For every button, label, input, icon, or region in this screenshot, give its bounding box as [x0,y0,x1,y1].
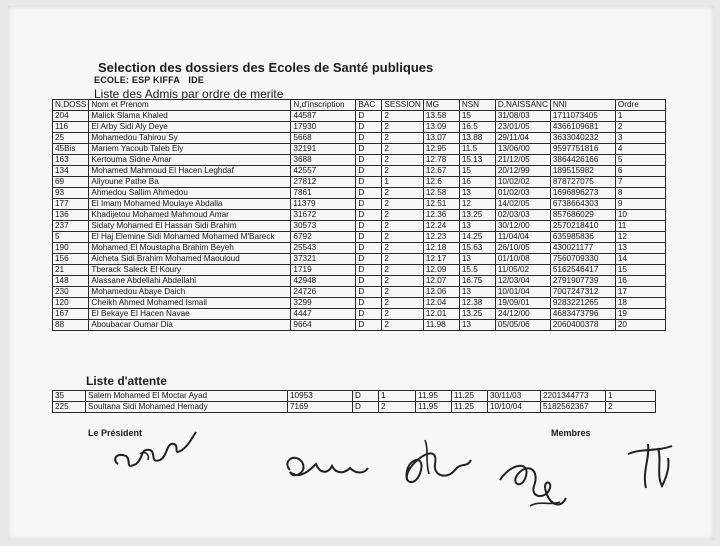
table-cell: 18 [615,298,665,309]
table-cell: 05/05/06 [495,320,550,331]
table-cell: 27812 [291,177,356,188]
table-cell: D [356,254,382,265]
table-cell: 1711073405 [550,111,615,122]
table-cell: 12.23 [423,232,459,243]
table-cell: 2 [379,402,416,413]
table-cell: 1696896273 [550,188,615,199]
table-cell: 4447 [291,309,356,320]
table-cell: Aliyoune Pathe Ba [89,177,291,188]
table-cell: D [356,166,382,177]
table-cell: 163 [53,155,89,166]
table-cell: 2 [382,144,423,155]
table-cell: Mohamedou Tahirou Sy [89,133,291,144]
table-cell: 225 [53,402,86,413]
table-cell: 2791907739 [550,276,615,287]
table-cell: 177 [53,199,89,210]
table-cell: 11/05/02 [495,265,550,276]
table-cell: 13 [459,254,495,265]
table-cell: D [356,287,382,298]
table-cell: 1 [615,111,665,122]
table-cell: 204 [53,111,89,122]
table-cell: El Haj Elemine Sidi Mohamed Mohamed M'Bareck [89,232,291,243]
table-cell: 13 [459,287,495,298]
table-cell: 13 [459,320,495,331]
table-cell: 01/02/03 [495,188,550,199]
table-row [53,221,666,232]
table-header-row [53,100,666,111]
admis-heading: Liste des Admis par ordre de merite [94,87,284,101]
table-row [53,320,666,331]
table-cell: 15 [615,265,665,276]
table-cell: Sidaty Mohamed El Hassan Sidi Brahim [89,221,291,232]
table-cell: 10/10/04 [488,402,541,413]
table-cell: 2201344773 [541,391,606,402]
table-cell: 148 [53,276,89,287]
table-cell: Aicheta Sidi Brahim Mohamed Maouloud [89,254,291,265]
table-cell: 2 [382,210,423,221]
table-cell: Salem Mohamed El Moctar Ayad [86,391,288,402]
table-row [53,177,666,188]
table-cell: 12.09 [423,265,459,276]
table-cell: 2 [606,402,656,413]
member-signature-3 [490,440,580,520]
table-cell: 15 [459,111,495,122]
table-cell: Mohamed El Moustapha Brahim Beyeh [89,243,291,254]
table-cell: 3299 [291,298,356,309]
table-cell: D [356,144,382,155]
table-cell: 5 [53,232,89,243]
table-cell: D [356,122,382,133]
table-cell: 189515982 [550,166,615,177]
table-cell: 9597751816 [550,144,615,155]
table-cell: Mohamedou Abaye Daich [89,287,291,298]
table-cell: 7 [615,177,665,188]
table-cell: 23/01/05 [495,122,550,133]
table-cell: 2 [382,221,423,232]
column-header: NSN [459,100,495,111]
table-cell: D [356,309,382,320]
table-cell: Mariem Yacoub Taleb Ely [89,144,291,155]
table-cell: 30573 [291,221,356,232]
president-signature [110,420,200,480]
table-cell: 12.04 [423,298,459,309]
table-row [53,309,666,320]
table-row [53,287,666,298]
table-cell: 9283221265 [550,298,615,309]
table-cell: 12.58 [423,188,459,199]
table-cell: D [356,155,382,166]
table-cell: 31672 [291,210,356,221]
table-row [53,243,666,254]
table-cell: 12 [615,232,665,243]
table-cell: 11.95 [416,402,452,413]
table-cell: 02/03/03 [495,210,550,221]
table-cell: 136 [53,210,89,221]
table-cell: D [356,199,382,210]
table-cell: 8 [615,188,665,199]
table-cell: 2 [382,155,423,166]
table-cell: 2 [382,287,423,298]
document-title: Selection des dossiers des Ecoles de Santé publiques [98,60,434,75]
table-row [53,298,666,309]
table-cell: 2 [382,232,423,243]
table-cell: 1 [606,391,656,402]
table-cell: 13.25 [459,210,495,221]
table-cell: 11.98 [423,320,459,331]
table-cell: 4683473796 [550,309,615,320]
table-cell: 12.6 [423,177,459,188]
table-cell: El Arby Sidi Aly Deye [89,122,291,133]
table-cell: 42948 [291,276,356,287]
table-cell: 21 [53,265,89,276]
table-cell: 12.17 [423,254,459,265]
table-cell: Tberack Saleck El Koury [89,265,291,276]
column-header: N,DOSS [53,100,89,111]
table-cell: 10 [615,210,665,221]
table-cell: 14 [615,254,665,265]
table-cell: 13.58 [423,111,459,122]
table-cell: 430021177 [550,243,615,254]
table-cell: Malick Slama Khaled [89,111,291,122]
table-cell: Mohamed Mahmoud El Hacen Leghdaf [89,166,291,177]
table-cell: 12.18 [423,243,459,254]
table-cell: 45Bis [53,144,89,155]
table-cell: 2 [382,166,423,177]
table-cell: 16.5 [459,122,495,133]
table-cell: 16 [615,276,665,287]
table-cell: 12/03/04 [495,276,550,287]
table-cell: 12.67 [423,166,459,177]
table-cell: Ahmedou Sallim Ahmedou [89,188,291,199]
table-cell: D [356,133,382,144]
table-cell: 14/02/05 [495,199,550,210]
table-cell: 14.25 [459,232,495,243]
table-row [53,144,666,155]
table-cell: Alassane Abdellahi Abdellahi [89,276,291,287]
table-cell: D [353,402,379,413]
table-cell: 12.78 [423,155,459,166]
table-cell: Khadijetou Mohamed Mahmoud Amar [89,210,291,221]
table-cell: D [356,265,382,276]
table-cell: 11.25 [452,402,488,413]
table-cell: 2 [382,320,423,331]
table-cell: 3864426166 [550,155,615,166]
table-cell: 13 [459,188,495,199]
table-cell: 857686029 [550,210,615,221]
table-cell: 6792 [291,232,356,243]
table-cell: 12.51 [423,199,459,210]
table-cell: 13.25 [459,309,495,320]
table-cell: 30/12/00 [495,221,550,232]
column-header: BAC [356,100,382,111]
table-cell: 25543 [291,243,356,254]
waitlist-table [52,390,656,413]
table-cell: 15.5 [459,265,495,276]
table-cell: 5668 [291,133,356,144]
table-cell: 21/12/05 [495,155,550,166]
table-cell: 12.24 [423,221,459,232]
table-cell: 2570218410 [550,221,615,232]
table-cell: 11379 [291,199,356,210]
column-header: NNI [550,100,615,111]
table-cell: 13/06/00 [495,144,550,155]
table-cell: 2 [382,199,423,210]
table-cell: 11/04/04 [495,232,550,243]
table-cell: 2 [382,111,423,122]
member-signature-1 [280,440,370,490]
table-cell: D [356,320,382,331]
table-cell: 6 [615,166,665,177]
table-cell: 10953 [288,391,353,402]
table-cell: 69 [53,177,89,188]
table-cell: 12.06 [423,287,459,298]
table-cell: 2 [382,133,423,144]
table-cell: 12.38 [459,298,495,309]
table-cell: 1 [382,177,423,188]
table-cell: 7861 [291,188,356,199]
admis-table [52,99,666,331]
table-cell: 31/08/03 [495,111,550,122]
table-cell: 9 [615,199,665,210]
ecole-line [94,75,204,85]
table-cell: D [356,188,382,199]
table-cell: 2 [382,254,423,265]
table-cell: 12.36 [423,210,459,221]
column-header: D,NAISSANC [495,100,550,111]
table-cell: 24/12/00 [495,309,550,320]
table-row [53,122,666,133]
table-cell: 19 [615,309,665,320]
table-row [53,133,666,144]
table-cell: 11.5 [459,144,495,155]
table-row [53,232,666,243]
table-cell: 29/11/04 [495,133,550,144]
table-cell: 13.09 [423,122,459,133]
table-cell: 35 [53,391,86,402]
column-header: Ordre [615,100,665,111]
table-cell: 15.13 [459,155,495,166]
table-cell: D [356,298,382,309]
table-cell: D [356,276,382,287]
table-row [53,155,666,166]
table-cell: El Bekaye El Hacen Navae [89,309,291,320]
table-cell: 11.95 [416,391,452,402]
table-cell: 17 [615,287,665,298]
column-header: SESSION [382,100,423,111]
column-header: Nom et Prenom [89,100,291,111]
table-cell: 237 [53,221,89,232]
table-cell: 93 [53,188,89,199]
table-cell: 1719 [291,265,356,276]
table-cell: 12 [459,199,495,210]
table-cell: D [356,232,382,243]
table-cell: 2 [382,188,423,199]
table-cell: D [356,210,382,221]
table-cell: D [356,177,382,188]
table-cell: 7169 [288,402,353,413]
column-header: N,d'inscription [291,100,356,111]
table-cell: 12.01 [423,309,459,320]
table-cell: D [356,111,382,122]
table-row [53,188,666,199]
member-signature-2 [395,430,475,500]
table-cell: 10/02/02 [495,177,550,188]
table-cell: 13 [459,221,495,232]
table-cell: D [356,221,382,232]
table-cell: 15 [459,166,495,177]
table-cell: 4366109681 [550,122,615,133]
table-row [53,276,666,287]
table-cell: Kertouma Sidne Amar [89,155,291,166]
table-row [53,254,666,265]
table-cell: 11 [615,221,665,232]
table-cell: 230 [53,287,89,298]
table-row [53,402,656,413]
table-cell: 44587 [291,111,356,122]
table-cell: Aboubacar Oumar Dia [89,320,291,331]
table-row [53,391,656,402]
table-cell: 13.88 [459,133,495,144]
table-cell: 2 [382,298,423,309]
members-label: Membres [551,428,591,438]
table-cell: 6738664303 [550,199,615,210]
table-cell: 30/11/03 [488,391,541,402]
table-cell: 635985836 [550,232,615,243]
table-cell: 3 [615,133,665,144]
table-cell: 2 [382,243,423,254]
table-cell: 20/12/99 [495,166,550,177]
table-cell: 5162546417 [550,265,615,276]
table-cell: 12.07 [423,276,459,287]
table-cell: 19/09/01 [495,298,550,309]
table-cell: El Imam Mohamed Moulaye Abdalla [89,199,291,210]
table-cell: 16.75 [459,276,495,287]
table-cell: 12.95 [423,144,459,155]
president-label: Le Président [88,428,143,438]
table-cell: 37321 [291,254,356,265]
table-cell: D [353,391,379,402]
table-cell: 16 [459,177,495,188]
table-cell: 190 [53,243,89,254]
table-cell: 15.63 [459,243,495,254]
table-cell: 4 [615,144,665,155]
column-header: MG [423,100,459,111]
table-cell: 2 [615,122,665,133]
ecole-code: IDE [188,75,205,85]
table-cell: 2 [382,309,423,320]
table-cell: 120 [53,298,89,309]
table-cell: 1 [379,391,416,402]
table-cell: Soultana Sidi Mohamed Hemady [86,402,288,413]
table-row [53,111,666,122]
table-row [53,199,666,210]
table-cell: 2 [382,276,423,287]
table-cell: 5 [615,155,665,166]
table-cell: 3688 [291,155,356,166]
table-cell: 11.25 [452,391,488,402]
table-cell: 88 [53,320,89,331]
table-cell: 10/01/04 [495,287,550,298]
table-cell: 7007247312 [550,287,615,298]
table-cell: 17930 [291,122,356,133]
table-row [53,265,666,276]
table-cell: 116 [53,122,89,133]
table-cell: 167 [53,309,89,320]
table-cell: 156 [53,254,89,265]
ecole-label: ECOLE: ESP KIFFA [94,75,180,85]
table-cell: 32191 [291,144,356,155]
table-cell: 3633040232 [550,133,615,144]
table-row [53,210,666,221]
table-cell: 42557 [291,166,356,177]
table-cell: 878727075 [550,177,615,188]
table-cell: 13.07 [423,133,459,144]
table-cell: D [356,243,382,254]
table-cell: 24726 [291,287,356,298]
member-signature-4 [622,438,682,498]
table-cell: 26/10/05 [495,243,550,254]
table-cell: 5182562367 [541,402,606,413]
table-cell: 134 [53,166,89,177]
table-cell: 2 [382,265,423,276]
table-cell: 7560709330 [550,254,615,265]
table-cell: 20 [615,320,665,331]
table-cell: 9664 [291,320,356,331]
table-cell: Cheikh Ahmed Mohamed Ismail [89,298,291,309]
table-cell: 01/10/08 [495,254,550,265]
table-cell: 2 [382,122,423,133]
table-cell: 25 [53,133,89,144]
table-row [53,166,666,177]
table-cell: 13 [615,243,665,254]
table-cell: 2060400378 [550,320,615,331]
waitlist-heading: Liste d'attente [86,374,167,388]
